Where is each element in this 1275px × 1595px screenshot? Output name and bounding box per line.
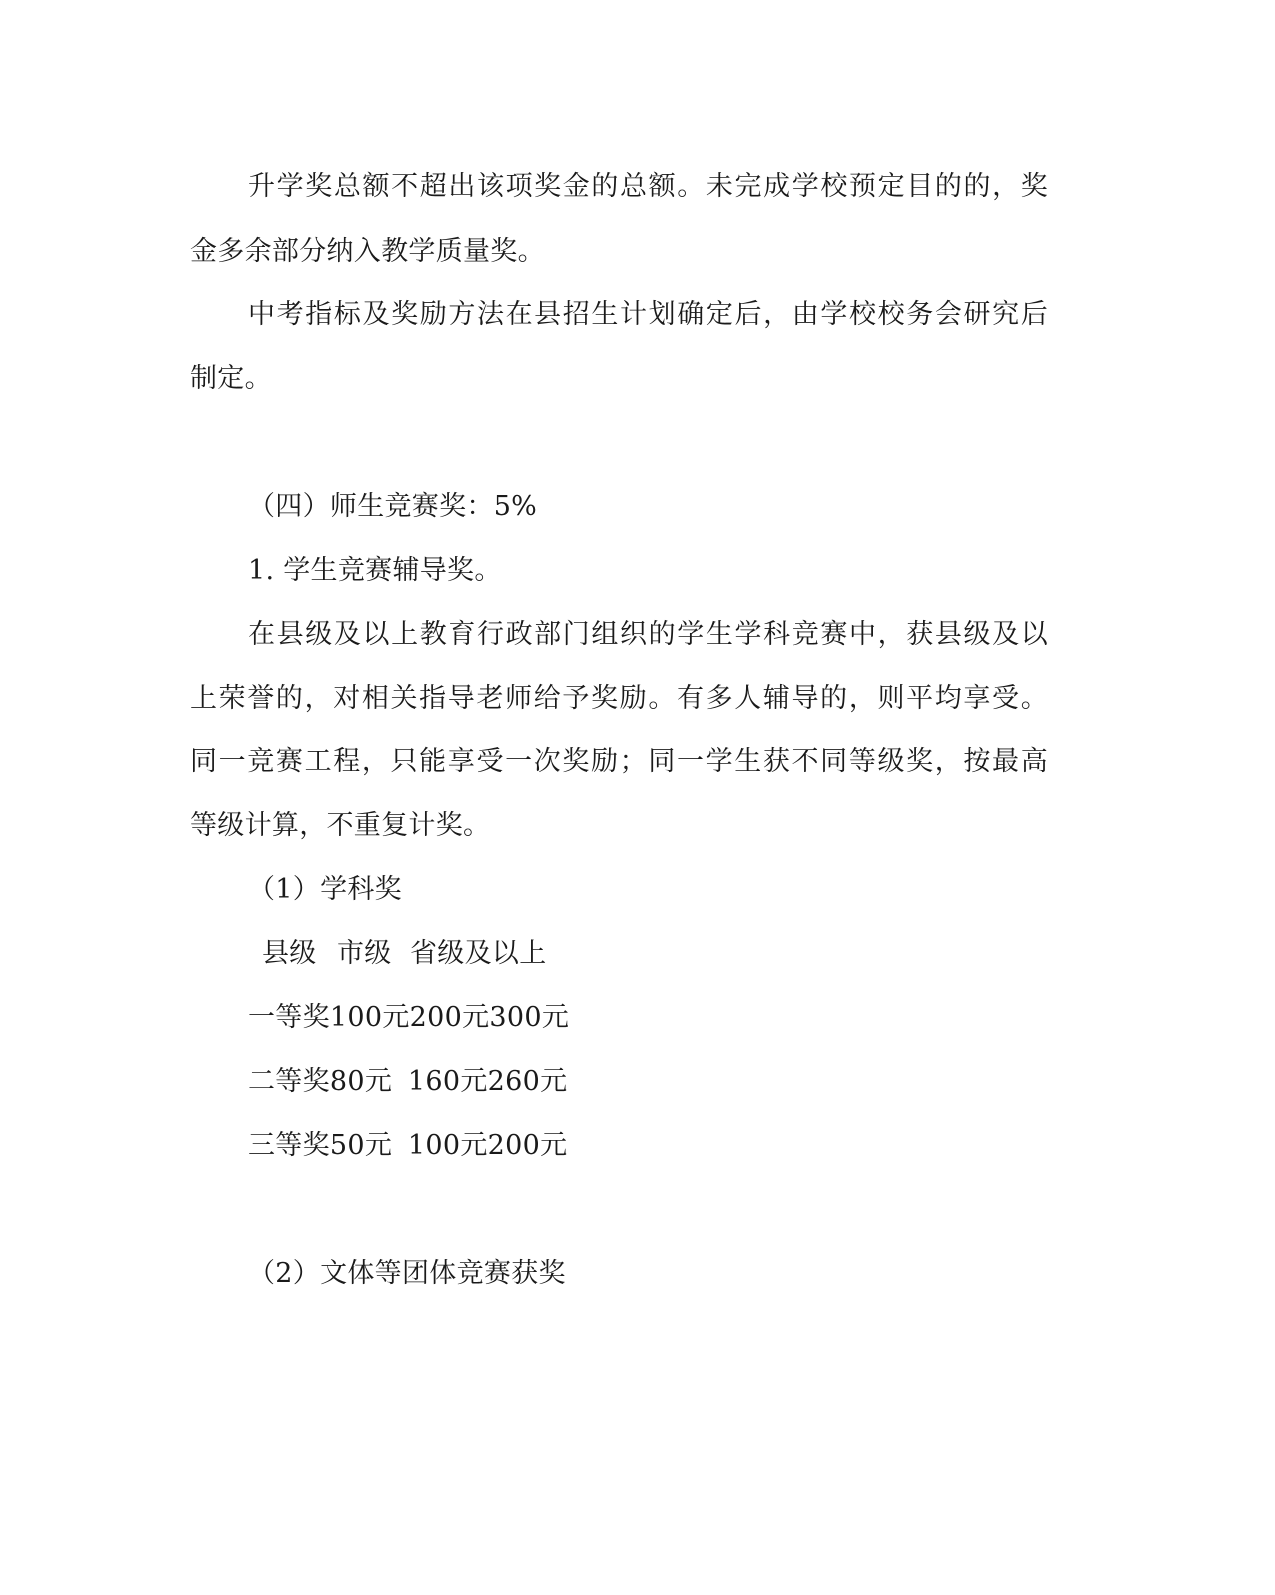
header-city: 市级 xyxy=(337,938,392,969)
row-label: 二等奖 xyxy=(248,1066,330,1097)
value-city: 200元 xyxy=(409,1002,490,1033)
value-province: 300元 xyxy=(489,1002,570,1033)
section-heading: （四）师生竞赛奖：5% xyxy=(248,491,538,522)
award-table-row xyxy=(248,1126,1118,1166)
value-province: 260元 xyxy=(487,1066,568,1097)
paragraph-line: 金多余部分纳入教学质量奖。 xyxy=(190,236,545,267)
subsection-heading: （2）文体等团体竞赛获奖 xyxy=(248,1258,566,1289)
value-city: 160元 xyxy=(407,1066,488,1097)
award-table-row xyxy=(248,1062,1118,1102)
item-heading: 1. 学生竞赛辅导奖。 xyxy=(248,555,502,586)
paragraph-line: 上荣誉的，对相关指导老师给予奖励。有多人辅导的，则平均享受。 xyxy=(190,683,1048,714)
paragraph-line: 等级计算，不重复计奖。 xyxy=(190,810,491,841)
header-county: 县级 xyxy=(262,938,317,969)
value-county: 100元 xyxy=(329,1002,410,1033)
value-county: 50元 xyxy=(329,1130,393,1161)
value-county: 80元 xyxy=(329,1066,393,1097)
award-table-row xyxy=(248,998,1118,1038)
award-table-header xyxy=(262,934,1132,974)
paragraph-line: 升学奖总额不超出该项奖金的总额。未完成学校预定目的的，奖 xyxy=(248,171,1048,202)
paragraph-line: 制定。 xyxy=(190,363,272,394)
row-label: 一等奖 xyxy=(248,1002,330,1033)
subsection-heading: （1）学科奖 xyxy=(248,874,402,905)
paragraph-line: 中考指标及奖励方法在县招生计划确定后，由学校校务会研究后 xyxy=(248,299,1048,330)
paragraph-line: 在县级及以上教育行政部门组织的学生学科竞赛中，获县级及以 xyxy=(248,619,1048,650)
value-province: 200元 xyxy=(487,1130,568,1161)
row-label: 三等奖 xyxy=(248,1130,330,1161)
paragraph-line: 同一竞赛工程，只能享受一次奖励；同一学生获不同等级奖，按最高 xyxy=(190,746,1048,777)
header-province: 省级及以上 xyxy=(410,938,547,969)
value-city: 100元 xyxy=(407,1130,488,1161)
